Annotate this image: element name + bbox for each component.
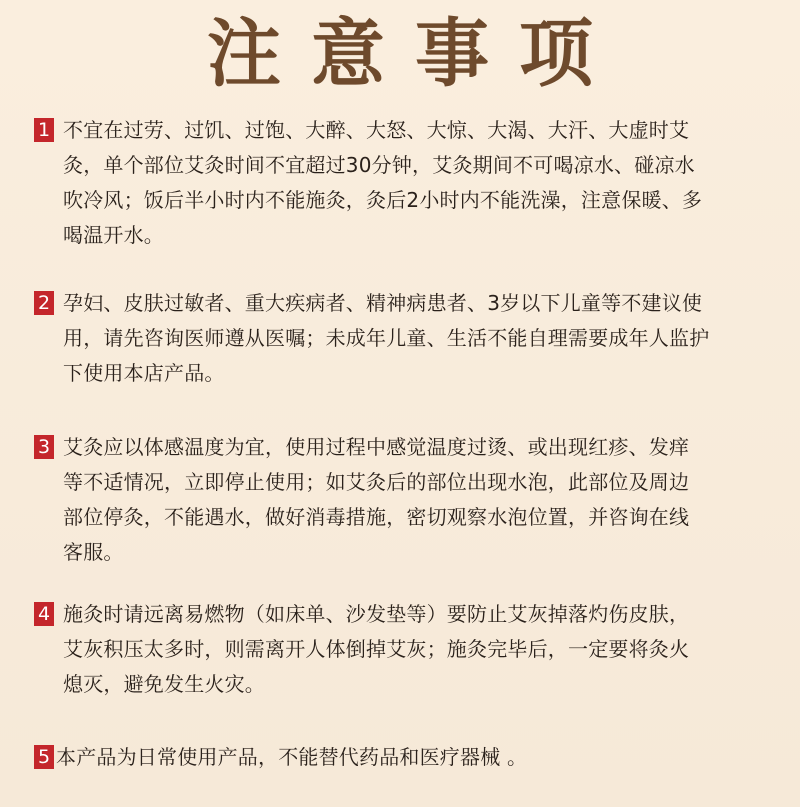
notice-text: 艾灸应以体感温度为宜，使用过程中感觉温度过烫、或出现红疹、发痒 等不适情况，立即停止使用；如艾灸后的部位出现水泡，此部位及周边 部位停灸，不能遇水，做好消毒措施，密切观察水泡位置，并咨询在线 客服。 [63,435,690,564]
number-badge: 3 [34,435,54,459]
notice-text: 施灸时请远离易燃物（如床单、沙发垫等）要防止艾灰掉落灼伤皮肤， 艾灰积压太多时，则需离开人体倒掉艾灰；施灸完毕后，一定要将灸火 熄灭，避免发生火灾。 [63,602,690,696]
notice-text: 孕妇、皮肤过敏者、重大疾病者、精神病患者、3岁以下儿童等不建议使 用，请先咨询医师遵从医嘱；未成年儿童、生活不能自理需要成年人监护 下使用本店产品。 [63,291,710,385]
page-title: 注意事项 [207,11,623,97]
number-badge: 2 [34,291,54,315]
notice-item-5 [34,740,786,775]
number-badge: 4 [34,602,54,626]
number-badge: 5 [34,745,54,769]
notice-text: 不宜在过劳、过饥、过饱、大醉、大怒、大惊、大渴、大汗、大虚时艾 灸，单个部位艾灸时间不宜超过30分钟，艾灸期间不可喝凉水、碰凉水 吹冷风；饭后半小时内不能施灸，灸后2小时内不能洗澡，注意保暖、多 喝温开水。 [63,118,703,247]
notice-item-2 [34,286,786,391]
notice-item-3 [34,430,786,570]
number-badge: 1 [34,118,54,142]
notice-item-1 [34,113,786,253]
notice-item-4 [34,597,786,702]
notice-text: 本产品为日常使用产品，不能替代药品和医疗器械 。 [56,745,528,769]
